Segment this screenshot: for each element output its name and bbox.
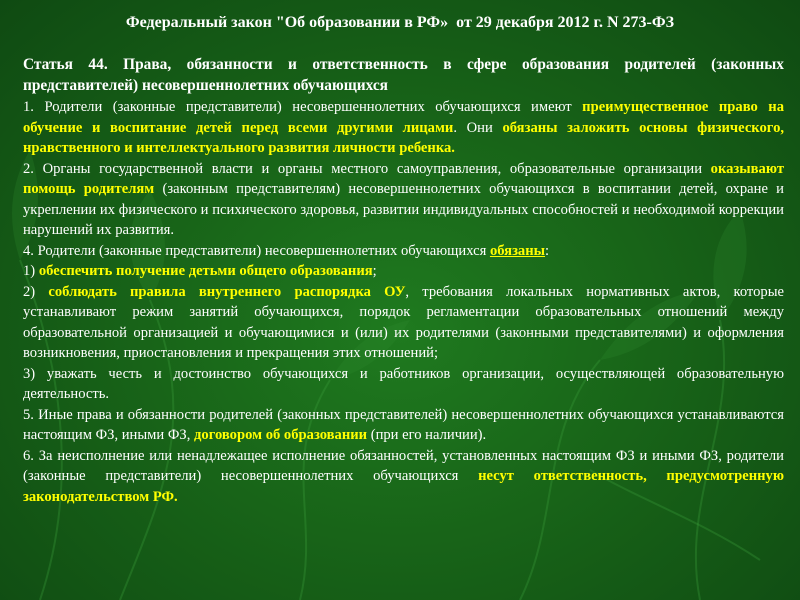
paragraph-6 (23, 446, 784, 508)
item-1-number: 1) (23, 263, 39, 279)
paragraph-6-text: 6. За неисполнение или ненадлежащее исполнение обязанностей, установленных настоящим ФЗ и иными ФЗ, родители (законные представители) несовершеннолетних обучающихся (23, 447, 784, 484)
paragraph-2 (23, 159, 784, 241)
paragraph-2-highlight: оказывают помощь родителям (23, 160, 784, 197)
paragraph-4-item-2 (23, 282, 784, 364)
item-1-end: ; (372, 263, 377, 279)
paragraph-4-highlight-obliged: обязаны (489, 242, 546, 259)
slide-body (23, 54, 784, 507)
law-title: Федеральный закон "Об образовании в РФ» от 29 декабря 2012 г. N 273-ФЗ (125, 14, 675, 31)
paragraph-4-text: 4. Родители (законные представители) несовершеннолетних обучающихся (23, 242, 490, 259)
paragraph-1-text: 1. Родители (законные представители) несовершеннолетних обучающихся имеют (23, 99, 583, 115)
item-2-highlight: соблюдать правила внутреннего распорядка ОУ (48, 283, 406, 300)
paragraph-4 (23, 241, 784, 262)
item-2-text: , требования локальных нормативных актов, которые устанавливают режим занятий обучающихся, порядок регламентации образовательных отношений между образовательной организацией и обучающимися и (или) их родителями (законными представителями) и оформления возникновения, приостановления и прекращения этих отношений; (23, 283, 784, 361)
paragraph-5-text: 5. Иные права и обязанности родителей (законных представителей) несовершеннолетних обучающихся устанавливаются настоящим ФЗ, иными ФЗ, (23, 406, 784, 443)
paragraph-1-highlight-duty: обязаны заложить основы физического, нравственного и интеллектуального развития личности ребенка. (23, 119, 785, 156)
item-1-highlight: обеспечить получение детьми общего образования (38, 263, 373, 279)
article-title: Статья 44. Права, обязанности и ответственность в сфере образования родителей (законных представителей) несовершеннолетних обучающихся (23, 56, 784, 94)
item-3-text: 3) уважать честь и достоинство обучающихся и работников организации, осуществляющей образовательную деятельность. (23, 365, 784, 402)
paragraph-1-text-2: . Они (453, 119, 503, 136)
paragraph-4-item-3 (23, 364, 784, 405)
paragraph-5 (23, 405, 784, 446)
paragraph-1-highlight-right: преимущественное право на обучение и воспитание детей перед всеми другими лицами (23, 99, 785, 136)
paragraph-5-highlight: договором об образовании (194, 427, 368, 443)
paragraph-6-highlight: несут ответственность, предусмотренную законодательством РФ. (23, 468, 784, 505)
paragraph-2-text-2: (законным представителям) несовершеннолетних обучающихся в воспитании детей, охране и укреплении их физического и психического здоровья, развитии индивидуальных способностей и необходимой коррекции нарушений их развития. (23, 181, 784, 238)
paragraph-2-text: 2. Органы государственной власти и органы местного самоуправления, образовательные организации (23, 160, 711, 177)
paragraph-4-item-1 (23, 261, 784, 282)
paragraph-4-colon: : (545, 242, 550, 259)
item-2-number: 2) (23, 283, 49, 300)
paragraph-1 (23, 97, 784, 159)
paragraph-5-text-2: (при его наличии). (367, 427, 487, 443)
